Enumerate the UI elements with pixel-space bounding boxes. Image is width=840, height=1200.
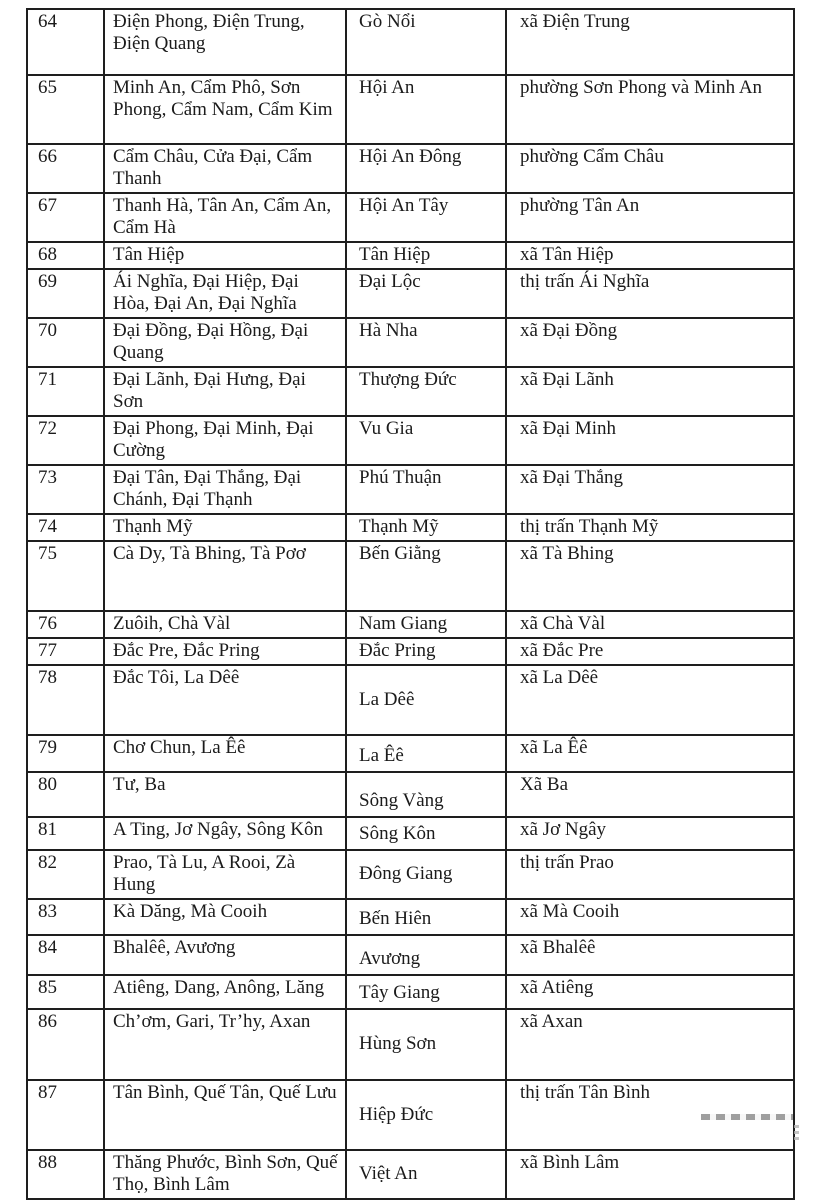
row-number-cell: 65 <box>27 75 104 144</box>
old-communes-cell: Đắc Pre, Đắc Pring <box>104 638 346 665</box>
merger-name-cell: Hùng Sơn <box>346 1009 506 1080</box>
table-row <box>27 735 794 772</box>
table-row <box>27 514 794 541</box>
table-row <box>27 9 794 75</box>
merger-name-cell: Tân Hiệp <box>346 242 506 269</box>
table-row <box>27 318 794 367</box>
new-unit-cell: xã Bình Lâm <box>506 1150 794 1199</box>
row-number-cell: 75 <box>27 541 104 611</box>
row-number-cell: 84 <box>27 935 104 975</box>
new-unit-cell: thị trấn Tân Bình <box>506 1080 794 1150</box>
new-unit-cell: xã Đắc Pre <box>506 638 794 665</box>
new-unit-cell: xã Đại Minh <box>506 416 794 465</box>
merger-name-cell: Avương <box>346 935 506 975</box>
merger-name-cell: Đại Lộc <box>346 269 506 318</box>
row-number-cell: 79 <box>27 735 104 772</box>
scan-artifact-mark <box>794 1122 799 1140</box>
merger-name-cell: Bến Hiên <box>346 899 506 935</box>
row-number-cell: 86 <box>27 1009 104 1080</box>
new-unit-cell: xã Tân Hiệp <box>506 242 794 269</box>
old-communes-cell: Thanh Hà, Tân An, Cẩm An, Cẩm Hà <box>104 193 346 242</box>
row-number-cell: 83 <box>27 899 104 935</box>
table-row <box>27 665 794 735</box>
row-number-cell: 73 <box>27 465 104 514</box>
table-row <box>27 611 794 638</box>
old-communes-cell: A Ting, Jơ Ngây, Sông Kôn <box>104 817 346 850</box>
row-number-cell: 64 <box>27 9 104 75</box>
merger-name-cell: Bến Giằng <box>346 541 506 611</box>
old-communes-cell: Zuôih, Chà Vàl <box>104 611 346 638</box>
new-unit-cell: xã Đại Lãnh <box>506 367 794 416</box>
old-communes-cell: Thạnh Mỹ <box>104 514 346 541</box>
new-unit-cell: xã Bhalêê <box>506 935 794 975</box>
table-row <box>27 144 794 193</box>
new-unit-cell: xã Jơ Ngây <box>506 817 794 850</box>
row-number-cell: 81 <box>27 817 104 850</box>
row-number-cell: 80 <box>27 772 104 817</box>
merger-name-cell: Sông Vàng <box>346 772 506 817</box>
table-row <box>27 1150 794 1199</box>
old-communes-cell: Thăng Phước, Bình Sơn, Quế Thọ, Bình Lâm <box>104 1150 346 1199</box>
merger-name-cell: Việt An <box>346 1150 506 1199</box>
row-number-cell: 87 <box>27 1080 104 1150</box>
merger-name-cell: Sông Kôn <box>346 817 506 850</box>
row-number-cell: 78 <box>27 665 104 735</box>
new-unit-cell: xã Chà Vàl <box>506 611 794 638</box>
new-unit-cell: thị trấn Prao <box>506 850 794 899</box>
table-body <box>27 9 794 1199</box>
table-row <box>27 899 794 935</box>
merger-name-cell: Thượng Đức <box>346 367 506 416</box>
table-row <box>27 817 794 850</box>
table-row <box>27 1080 794 1150</box>
merger-name-cell: Thạnh Mỹ <box>346 514 506 541</box>
old-communes-cell: Cẩm Châu, Cửa Đại, Cẩm Thanh <box>104 144 346 193</box>
old-communes-cell: Tân Bình, Quế Tân, Quế Lưu <box>104 1080 346 1150</box>
merger-name-cell: Vu Gia <box>346 416 506 465</box>
table-row <box>27 193 794 242</box>
new-unit-cell: thị trấn Ái Nghĩa <box>506 269 794 318</box>
table-row <box>27 772 794 817</box>
row-number-cell: 71 <box>27 367 104 416</box>
new-unit-cell: xã Mà Cooih <box>506 899 794 935</box>
table-row <box>27 367 794 416</box>
old-communes-cell: Cà Dy, Tà Bhing, Tà Pơơ <box>104 541 346 611</box>
row-number-cell: 85 <box>27 975 104 1009</box>
merger-name-cell: La Êê <box>346 735 506 772</box>
new-unit-cell: xã Đại Đồng <box>506 318 794 367</box>
row-number-cell: 67 <box>27 193 104 242</box>
old-communes-cell: Ái Nghĩa, Đại Hiệp, Đại Hòa, Đại An, Đại Nghĩa <box>104 269 346 318</box>
row-number-cell: 82 <box>27 850 104 899</box>
scan-artifact-dashes <box>701 1114 793 1120</box>
new-unit-cell: xã La Êê <box>506 735 794 772</box>
row-number-cell: 77 <box>27 638 104 665</box>
row-number-cell: 88 <box>27 1150 104 1199</box>
old-communes-cell: Đắc Tôi, La Dêê <box>104 665 346 735</box>
row-number-cell: 70 <box>27 318 104 367</box>
merger-name-cell: Hội An Đông <box>346 144 506 193</box>
new-unit-cell: phường Sơn Phong và Minh An <box>506 75 794 144</box>
old-communes-cell: Kà Dăng, Mà Cooih <box>104 899 346 935</box>
new-unit-cell: xã Điện Trung <box>506 9 794 75</box>
merger-name-cell: Đắc Pring <box>346 638 506 665</box>
merger-name-cell: Hội An Tây <box>346 193 506 242</box>
table-row <box>27 242 794 269</box>
merger-name-cell: Hội An <box>346 75 506 144</box>
merger-name-cell: Nam Giang <box>346 611 506 638</box>
merger-name-cell: Phú Thuận <box>346 465 506 514</box>
table-row <box>27 975 794 1009</box>
merger-name-cell: La Dêê <box>346 665 506 735</box>
table-row <box>27 638 794 665</box>
new-unit-cell: thị trấn Thạnh Mỹ <box>506 514 794 541</box>
row-number-cell: 66 <box>27 144 104 193</box>
old-communes-cell: Atiêng, Dang, Anông, Lăng <box>104 975 346 1009</box>
table-row <box>27 269 794 318</box>
new-unit-cell: xã Đại Thắng <box>506 465 794 514</box>
merger-name-cell: Hà Nha <box>346 318 506 367</box>
new-unit-cell: phường Cẩm Châu <box>506 144 794 193</box>
merger-name-cell: Gò Nổi <box>346 9 506 75</box>
old-communes-cell: Tân Hiệp <box>104 242 346 269</box>
table-row <box>27 850 794 899</box>
merger-name-cell: Tây Giang <box>346 975 506 1009</box>
old-communes-cell: Đại Tân, Đại Thắng, Đại Chánh, Đại Thạnh <box>104 465 346 514</box>
merger-name-cell: Đông Giang <box>346 850 506 899</box>
old-communes-cell: Đại Phong, Đại Minh, Đại Cường <box>104 416 346 465</box>
row-number-cell: 68 <box>27 242 104 269</box>
new-unit-cell: Xã Ba <box>506 772 794 817</box>
old-communes-cell: Đại Đồng, Đại Hồng, Đại Quang <box>104 318 346 367</box>
admin-units-table <box>26 8 795 1200</box>
new-unit-cell: xã Atiêng <box>506 975 794 1009</box>
old-communes-cell: Đại Lãnh, Đại Hưng, Đại Sơn <box>104 367 346 416</box>
table-row <box>27 75 794 144</box>
old-communes-cell: Prao, Tà Lu, A Rooi, Zà Hung <box>104 850 346 899</box>
new-unit-cell: xã Axan <box>506 1009 794 1080</box>
table-row <box>27 1009 794 1080</box>
row-number-cell: 69 <box>27 269 104 318</box>
new-unit-cell: phường Tân An <box>506 193 794 242</box>
row-number-cell: 76 <box>27 611 104 638</box>
old-communes-cell: Ch’ơm, Gari, Tr’hy, Axan <box>104 1009 346 1080</box>
merger-name-cell: Hiệp Đức <box>346 1080 506 1150</box>
table-row <box>27 416 794 465</box>
row-number-cell: 74 <box>27 514 104 541</box>
new-unit-cell: xã Tà Bhing <box>506 541 794 611</box>
new-unit-cell: xã La Dêê <box>506 665 794 735</box>
old-communes-cell: Tư, Ba <box>104 772 346 817</box>
row-number-cell: 72 <box>27 416 104 465</box>
table-row <box>27 541 794 611</box>
table-row <box>27 465 794 514</box>
old-communes-cell: Bhalêê, Avương <box>104 935 346 975</box>
old-communes-cell: Chơ Chun, La Êê <box>104 735 346 772</box>
old-communes-cell: Điện Phong, Điện Trung, Điện Quang <box>104 9 346 75</box>
old-communes-cell: Minh An, Cẩm Phô, Sơn Phong, Cẩm Nam, Cẩm Kim <box>104 75 346 144</box>
table-row <box>27 935 794 975</box>
